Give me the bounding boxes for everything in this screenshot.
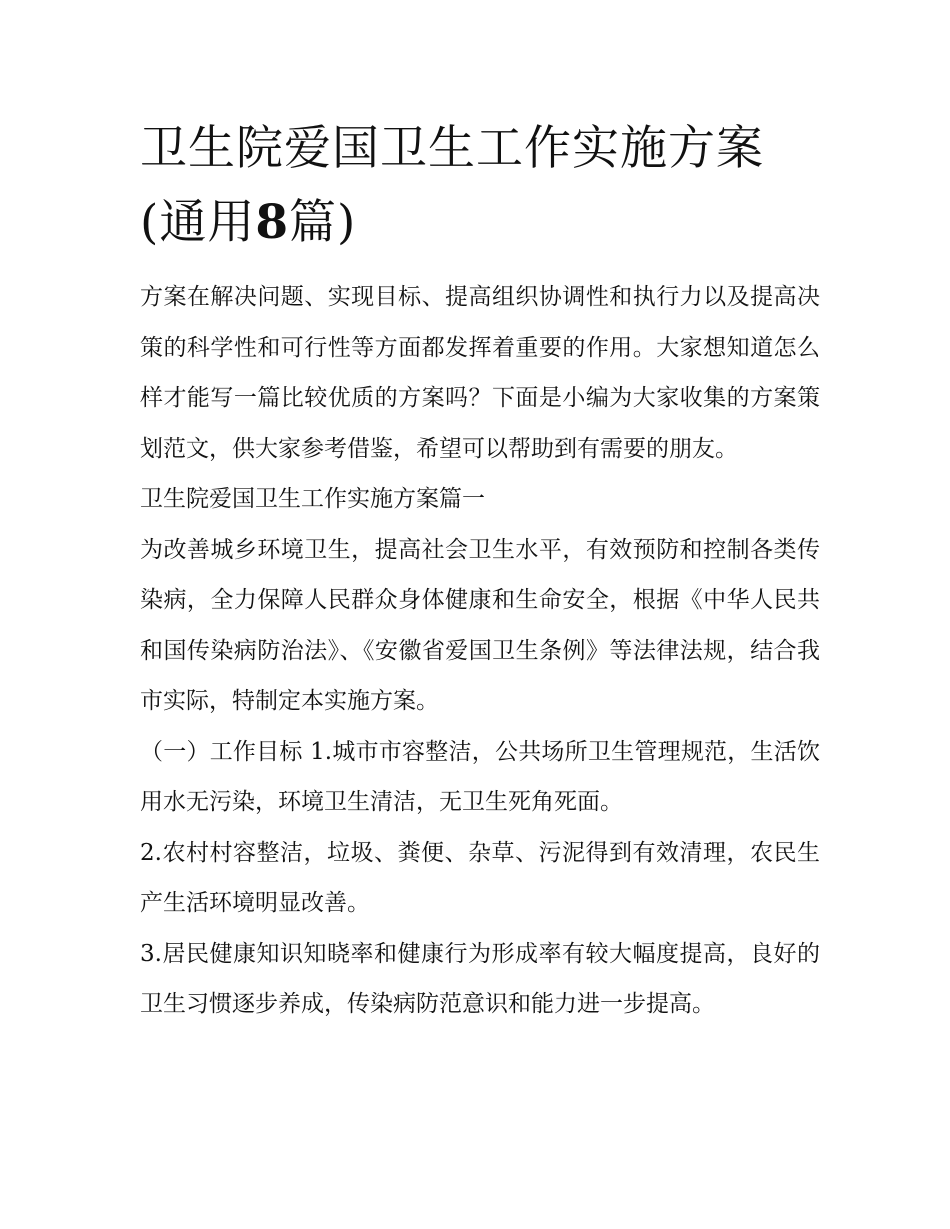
- title-line-2-number: 8: [255, 195, 290, 250]
- title-line-2-suffix: 篇): [289, 195, 357, 250]
- document-page: [140, 112, 820, 1030]
- document-title: [140, 112, 820, 260]
- title-line-2-prefix: (通用: [140, 195, 256, 250]
- section-heading: 卫生院爱国卫生工作实施方案篇一: [140, 486, 485, 512]
- goal-paragraph-3: 3.居民健康知识知晓率和健康行为形成率有较大幅度提高，良好的卫生习惯逐步养成，传染病防范意识和能力进一步提高。: [140, 940, 820, 1017]
- intro-paragraph: 方案在解决问题、实现目标、提高组织协调性和执行力以及提高决策的科学性和可行性等方面都发挥着重要的作用。大家想知道怎么样才能写一篇比较优质的方案吗？下面是小编为大家收集的方案策划范文，供大家参考借鉴，希望可以帮助到有需要的朋友。: [140, 284, 820, 462]
- goal-paragraph-2: 2.农村村容整洁，垃圾、粪便、杂草、污泥得到有效清理，农民生产生活环境明显改善。: [140, 839, 820, 916]
- goal-paragraph-1: （一）工作目标 1.城市市容整洁，公共场所卫生管理规范，生活饮用水无污染，环境卫生清洁，无卫生死角死面。: [140, 738, 820, 815]
- title-line-1: 卫生院爱国卫生工作实施方案: [140, 121, 764, 176]
- body-paragraph: 为改善城乡环境卫生，提高社会卫生水平，有效预防和控制各类传染病，全力保障人民群众身体健康和生命安全，根据《中华人民共和国传染病防治法》、《安徽省爱国卫生条例》等法律法规，结合我市实际，特制定本实施方案。: [140, 536, 820, 714]
